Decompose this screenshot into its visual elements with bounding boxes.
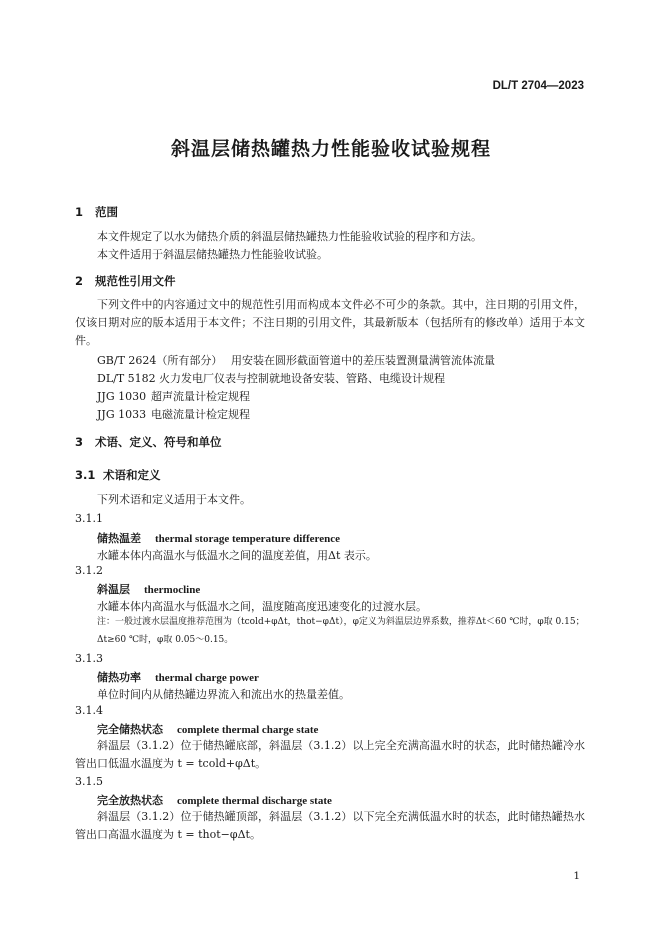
subsection-3-1-intro: 下列术语和定义适用于本文件。 — [97, 493, 251, 506]
term-definition: 单位时间内从储热罐边界流入和流出水的热量差值。 — [97, 688, 350, 701]
term-heading: 储热功率 thermal charge power — [97, 671, 259, 684]
term-number: 3.1.1 — [75, 512, 103, 525]
term-number: 3.1.5 — [75, 775, 103, 788]
term-definition: 斜温层（3.1.2）位于储热罐底部，斜温层（3.1.2）以上完全充满高温水时的状态，此时储热罐冷水管出口低温水温度为 t = tcold+φΔt。 — [75, 739, 585, 770]
section-1-paragraph-2: 本文件适用于斜温层储热罐热力性能验收试验。 — [97, 248, 328, 261]
term-number: 3.1.3 — [75, 652, 103, 665]
term-definition: 水罐本体内高温水与低温水之间，温度随高度迅速变化的过渡水层。 — [97, 600, 427, 613]
term-number: 3.1.2 — [75, 564, 103, 577]
term-heading: 斜温层 thermocline — [97, 583, 201, 596]
section-1-heading: 1 范围 — [75, 205, 118, 219]
reference-item: JJG 1030 超声流量计检定规程 — [97, 390, 250, 403]
term-note: 注：一般过渡水层温度推荐范围为（tcold+φΔt，thot−φΔt），φ定义为斜温层边界系数，推荐Δt＜60 ℃时，φ取 0.15；Δt≥60 ℃时，φ取 0.05～0.15。 — [97, 617, 585, 645]
page-number: 1 — [573, 870, 580, 882]
section-1-paragraph-1: 本文件规定了以水为储热介质的斜温层储热罐热力性能验收试验的程序和方法。 — [97, 230, 482, 243]
section-3-heading: 3 术语、定义、符号和单位 — [75, 435, 222, 449]
term-heading: 储热温差 thermal storage temperature difference — [97, 532, 340, 545]
term-heading: 完全储热状态 complete thermal charge state — [97, 723, 319, 736]
section-2-heading: 2 规范性引用文件 — [75, 274, 176, 288]
term-definition: 斜温层（3.1.2）位于储热罐顶部，斜温层（3.1.2）以下完全充满低温水时的状态，此时储热罐热水管出口高温水温度为 t = thot−φΔt。 — [75, 810, 585, 841]
subsection-3-1-heading: 3.1 术语和定义 — [75, 468, 161, 482]
standard-code: DL/T 2704—2023 — [492, 80, 584, 92]
term-heading: 完全放热状态 complete thermal discharge state — [97, 794, 332, 807]
reference-item: DL/T 5182 火力发电厂仪表与控制就地设备安装、管路、电缆设计规程 — [97, 372, 445, 385]
term-definition: 水罐本体内高温水与低温水之间的温度差值，用Δt 表示。 — [97, 549, 377, 562]
term-number: 3.1.4 — [75, 704, 103, 717]
section-2-intro: 下列文件中的内容通过文中的规范性引用而构成本文件必不可少的条款。其中，注日期的引用文件，仅该日期对应的版本适用于本文件；不注日期的引用文件，其最新版本（包括所有的修改单）适用于本文件。 — [75, 298, 585, 347]
reference-item: JJG 1033 电磁流量计检定规程 — [97, 408, 250, 421]
reference-item: GB/T 2624（所有部分） 用安装在圆形截面管道中的差压装置测量满管流体流量 — [97, 354, 495, 367]
page-title: 斜温层储热罐热力性能验收试验规程 — [170, 138, 491, 160]
